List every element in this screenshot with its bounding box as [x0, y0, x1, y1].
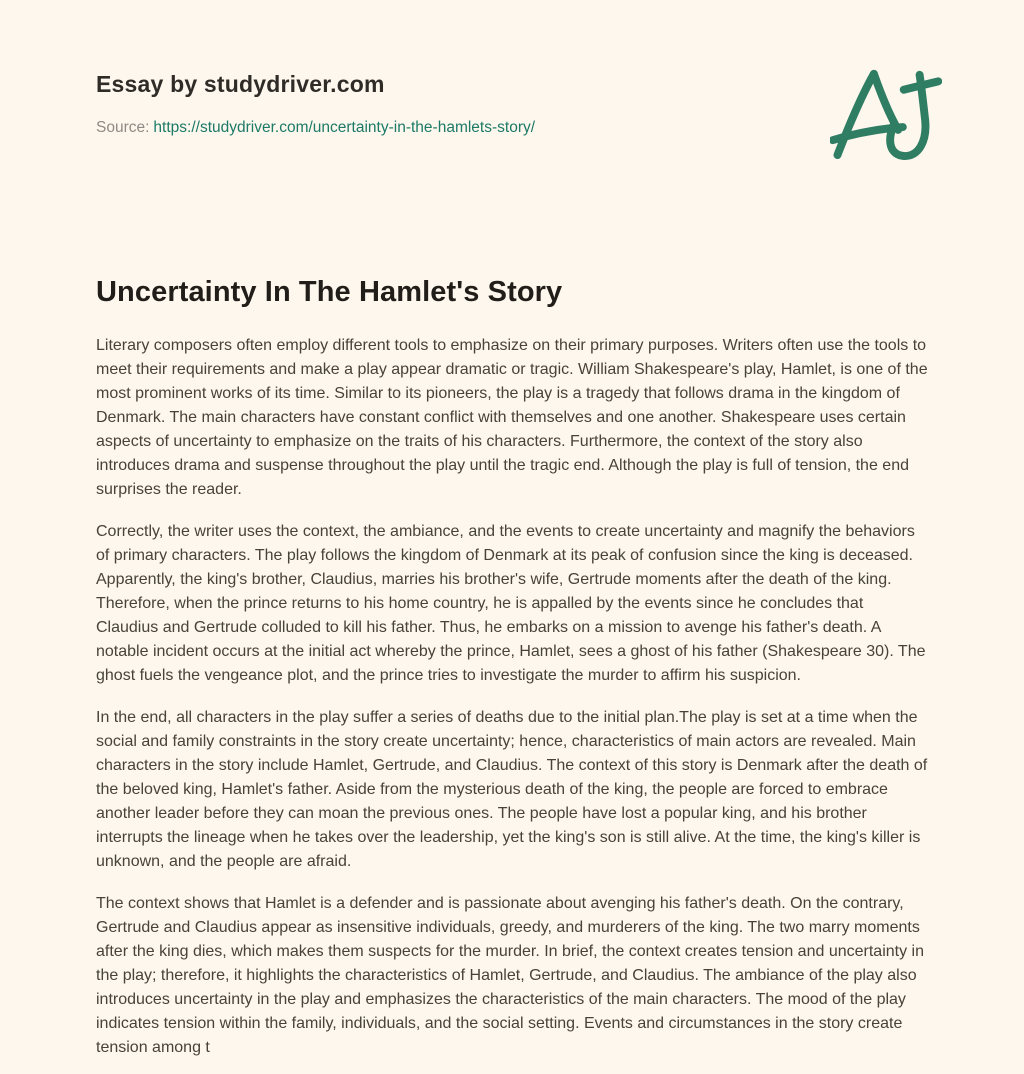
studydriver-a-plus-logo-icon [830, 66, 942, 162]
source-label: Source: [96, 119, 150, 136]
source-link[interactable]: https://studydriver.com/uncertainty-in-the-hamlets-story/ [153, 119, 536, 136]
page-title: Essay by studydriver.com [96, 71, 385, 97]
document-header-text [96, 70, 535, 138]
essay-title: Uncertainty In The Hamlet's Story [96, 276, 563, 308]
essay-body [96, 274, 928, 1060]
essay-paragraph-4: The context shows that Hamlet is a defender and is passionate about avenging his father's death. On the contrary, Gertrude and Claudius appear as insensitive individuals, greedy, and murderers of the king. The two marry moments after the king dies, which makes them suspects for the murder. In brief, the context creates tension and uncertainty in the play; therefore, it highlights the characteristics of Hamlet, Gertrude, and Claudius. The ambiance of the play also introduces uncertainty in the play and emphasizes the characteristics of the main characters. The mood of the play indicates tension within the family, individuals, and the social setting. Events and circumstances in the story create tension among t [96, 895, 924, 1056]
essay-paragraph-1: Literary composers often employ different tools to emphasize on their primary purposes. Writers often use the tools to meet their requirements and make a play appear dramatic or tragic. William Shakespeare's play, Hamlet, is one of the most prominent works of its time. Similar to its pioneers, the play is a tragedy that follows drama in the kingdom of Denmark. The main characters have constant conflict with themselves and one another. Shakespeare uses certain aspects of uncertainty to emphasize on the traits of his characters. Furthermore, the context of the story also introduces drama and suspense throughout the play until the tragic end. Although the play is full of tension, the end surprises the reader. [96, 337, 928, 498]
essay-paragraph-2: Correctly, the writer uses the context, the ambiance, and the events to create uncertainty and magnify the behaviors of primary characters. The play follows the kingdom of Denmark at its peak of confusion since the king is deceased. Apparently, the king's brother, Claudius, marries his brother's wife, Gertrude moments after the death of the king. Therefore, when the prince returns to his home country, he is appalled by the events since he concludes that Claudius and Gertrude colluded to kill his father. Thus, he embarks on a mission to avenge his father's death. A notable incident occurs at the initial act whereby the prince, Hamlet, sees a ghost of his father (Shakespeare 30). The ghost fuels the vengeance plot, and the prince tries to investigate the murder to affirm his suspicion. [96, 523, 926, 684]
essay-paragraph-3: In the end, all characters in the play suffer a series of deaths due to the initial plan.The play is set at a time when the social and family constraints in the story create uncertainty; hence, characteristics of main actors are revealed. Main characters in the story include Hamlet, Gertrude, and Claudius. The context of this story is Denmark after the death of the beloved king, Hamlet's father. Aside from the mysterious death of the king, the people are forced to embrace another leader before they can moan the previous ones. The people have lost a popular king, and his brother interrupts the lineage when he takes over the leadership, yet the king's son is still alive. At the time, the king's killer is unknown, and the people are afraid. [96, 709, 928, 870]
source-line [96, 118, 535, 138]
document-header [96, 0, 928, 162]
